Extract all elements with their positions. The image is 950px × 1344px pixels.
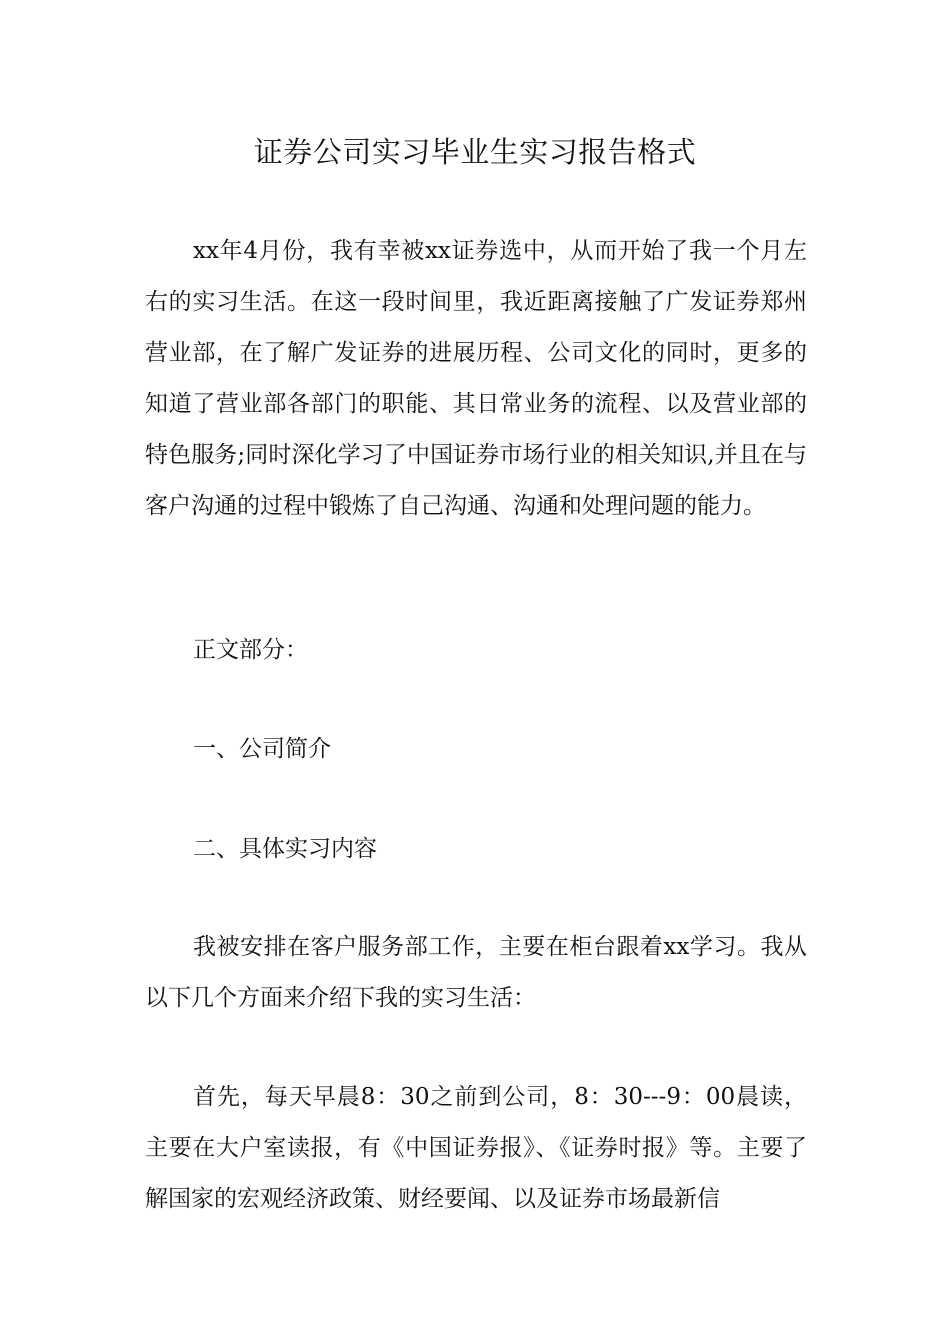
paragraph-intro: xx年4月份，我有幸被xx证券选中，从而开始了我一个月左右的实习生活。在这一段时间里，我近距离接触了广发证券郑州营业部，在了解广发证券的进展历程、公司文化的同时，更多的知道了营业部各部门的职能、其日常业务的流程、以及营业部的特色服务;同时深化学习了中国证券市场行业的相关知识,并且在与客户沟通的过程中锻炼了自己沟通、沟通和处理问题的能力。 (145, 238, 807, 519)
paragraph-body-heading: 正文部分： (193, 637, 308, 663)
section-heading-internship-content: 二、具体实习内容 (193, 836, 377, 862)
document-title: 证券公司实习毕业生实习报告格式 (253, 135, 697, 169)
paragraph-daily-routine: 首先，每天早晨8：30之前到公司，8：30---9：00晨读，主要在大户室读报，有《中国证券报》、《证券时报》等。主要了解国家的宏观经济政策、财经要闻、以及证券市场最新信 (145, 1084, 807, 1212)
paragraph-assignment: 我被安排在客户服务部工作，主要在柜台跟着xx学习。我从以下几个方面来介绍下我的实习生活： (145, 934, 807, 1011)
section-heading-company-intro: 一、公司简介 (193, 736, 331, 762)
